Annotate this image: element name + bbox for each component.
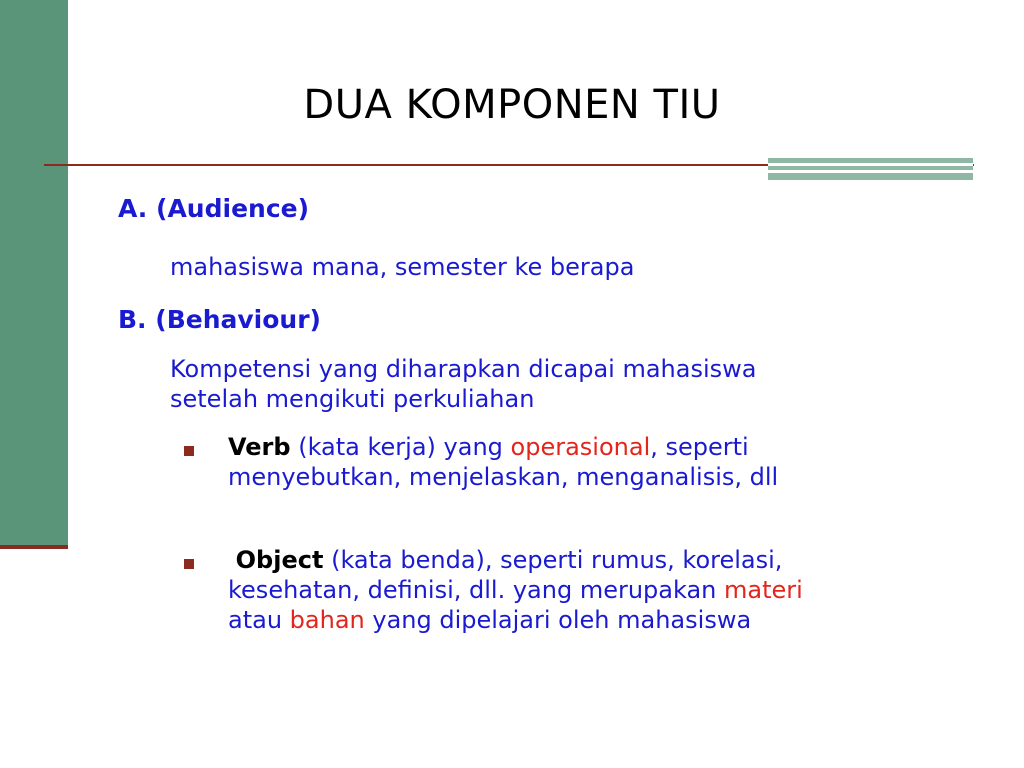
bullet-object-highlight-materi: materi	[724, 576, 803, 604]
bullet-verb	[228, 432, 828, 492]
bullet-verb-text-1: (kata kerja) yang	[298, 433, 511, 461]
item-b-label: (Behaviour)	[155, 305, 321, 334]
bullet-verb-highlight: operasional	[510, 433, 651, 461]
bullet-object-text-1: (kata benda), seperti rumus, korelasi, kesehatan, definisi, dll. yang merupakan	[228, 546, 783, 604]
bullet-object	[228, 545, 828, 635]
bullet-square-icon	[184, 446, 194, 456]
bullet-verb-text-2: , seperti menyebutkan, menjelaskan, menganalisis, dll	[228, 433, 779, 491]
bullet-object-keyword: Object	[235, 546, 324, 574]
slide-title: DUA KOMPONEN TIU	[303, 82, 721, 128]
bullet-object-text-3: yang dipelajari oleh mahasiswa	[364, 606, 752, 634]
bullet-object-highlight-bahan: bahan	[289, 606, 365, 634]
item-a-letter: A.	[118, 194, 148, 223]
item-a-heading	[118, 194, 309, 224]
item-b-letter: B.	[118, 305, 147, 334]
item-a-description: mahasiswa mana, semester ke berapa	[170, 253, 635, 281]
bullet-object-text-2: atau	[228, 606, 290, 634]
item-b-description: Kompetensi yang diharapkan dicapai mahasiswa setelah mengikuti perkuliahan	[170, 355, 757, 413]
bullet-verb-keyword: Verb	[228, 433, 291, 461]
sidebar-edge-decoration	[0, 545, 68, 549]
accent-stripes-decoration	[768, 158, 973, 180]
item-b-heading	[118, 305, 321, 335]
item-a-label: (Audience)	[156, 194, 310, 223]
bullet-square-icon	[184, 559, 194, 569]
